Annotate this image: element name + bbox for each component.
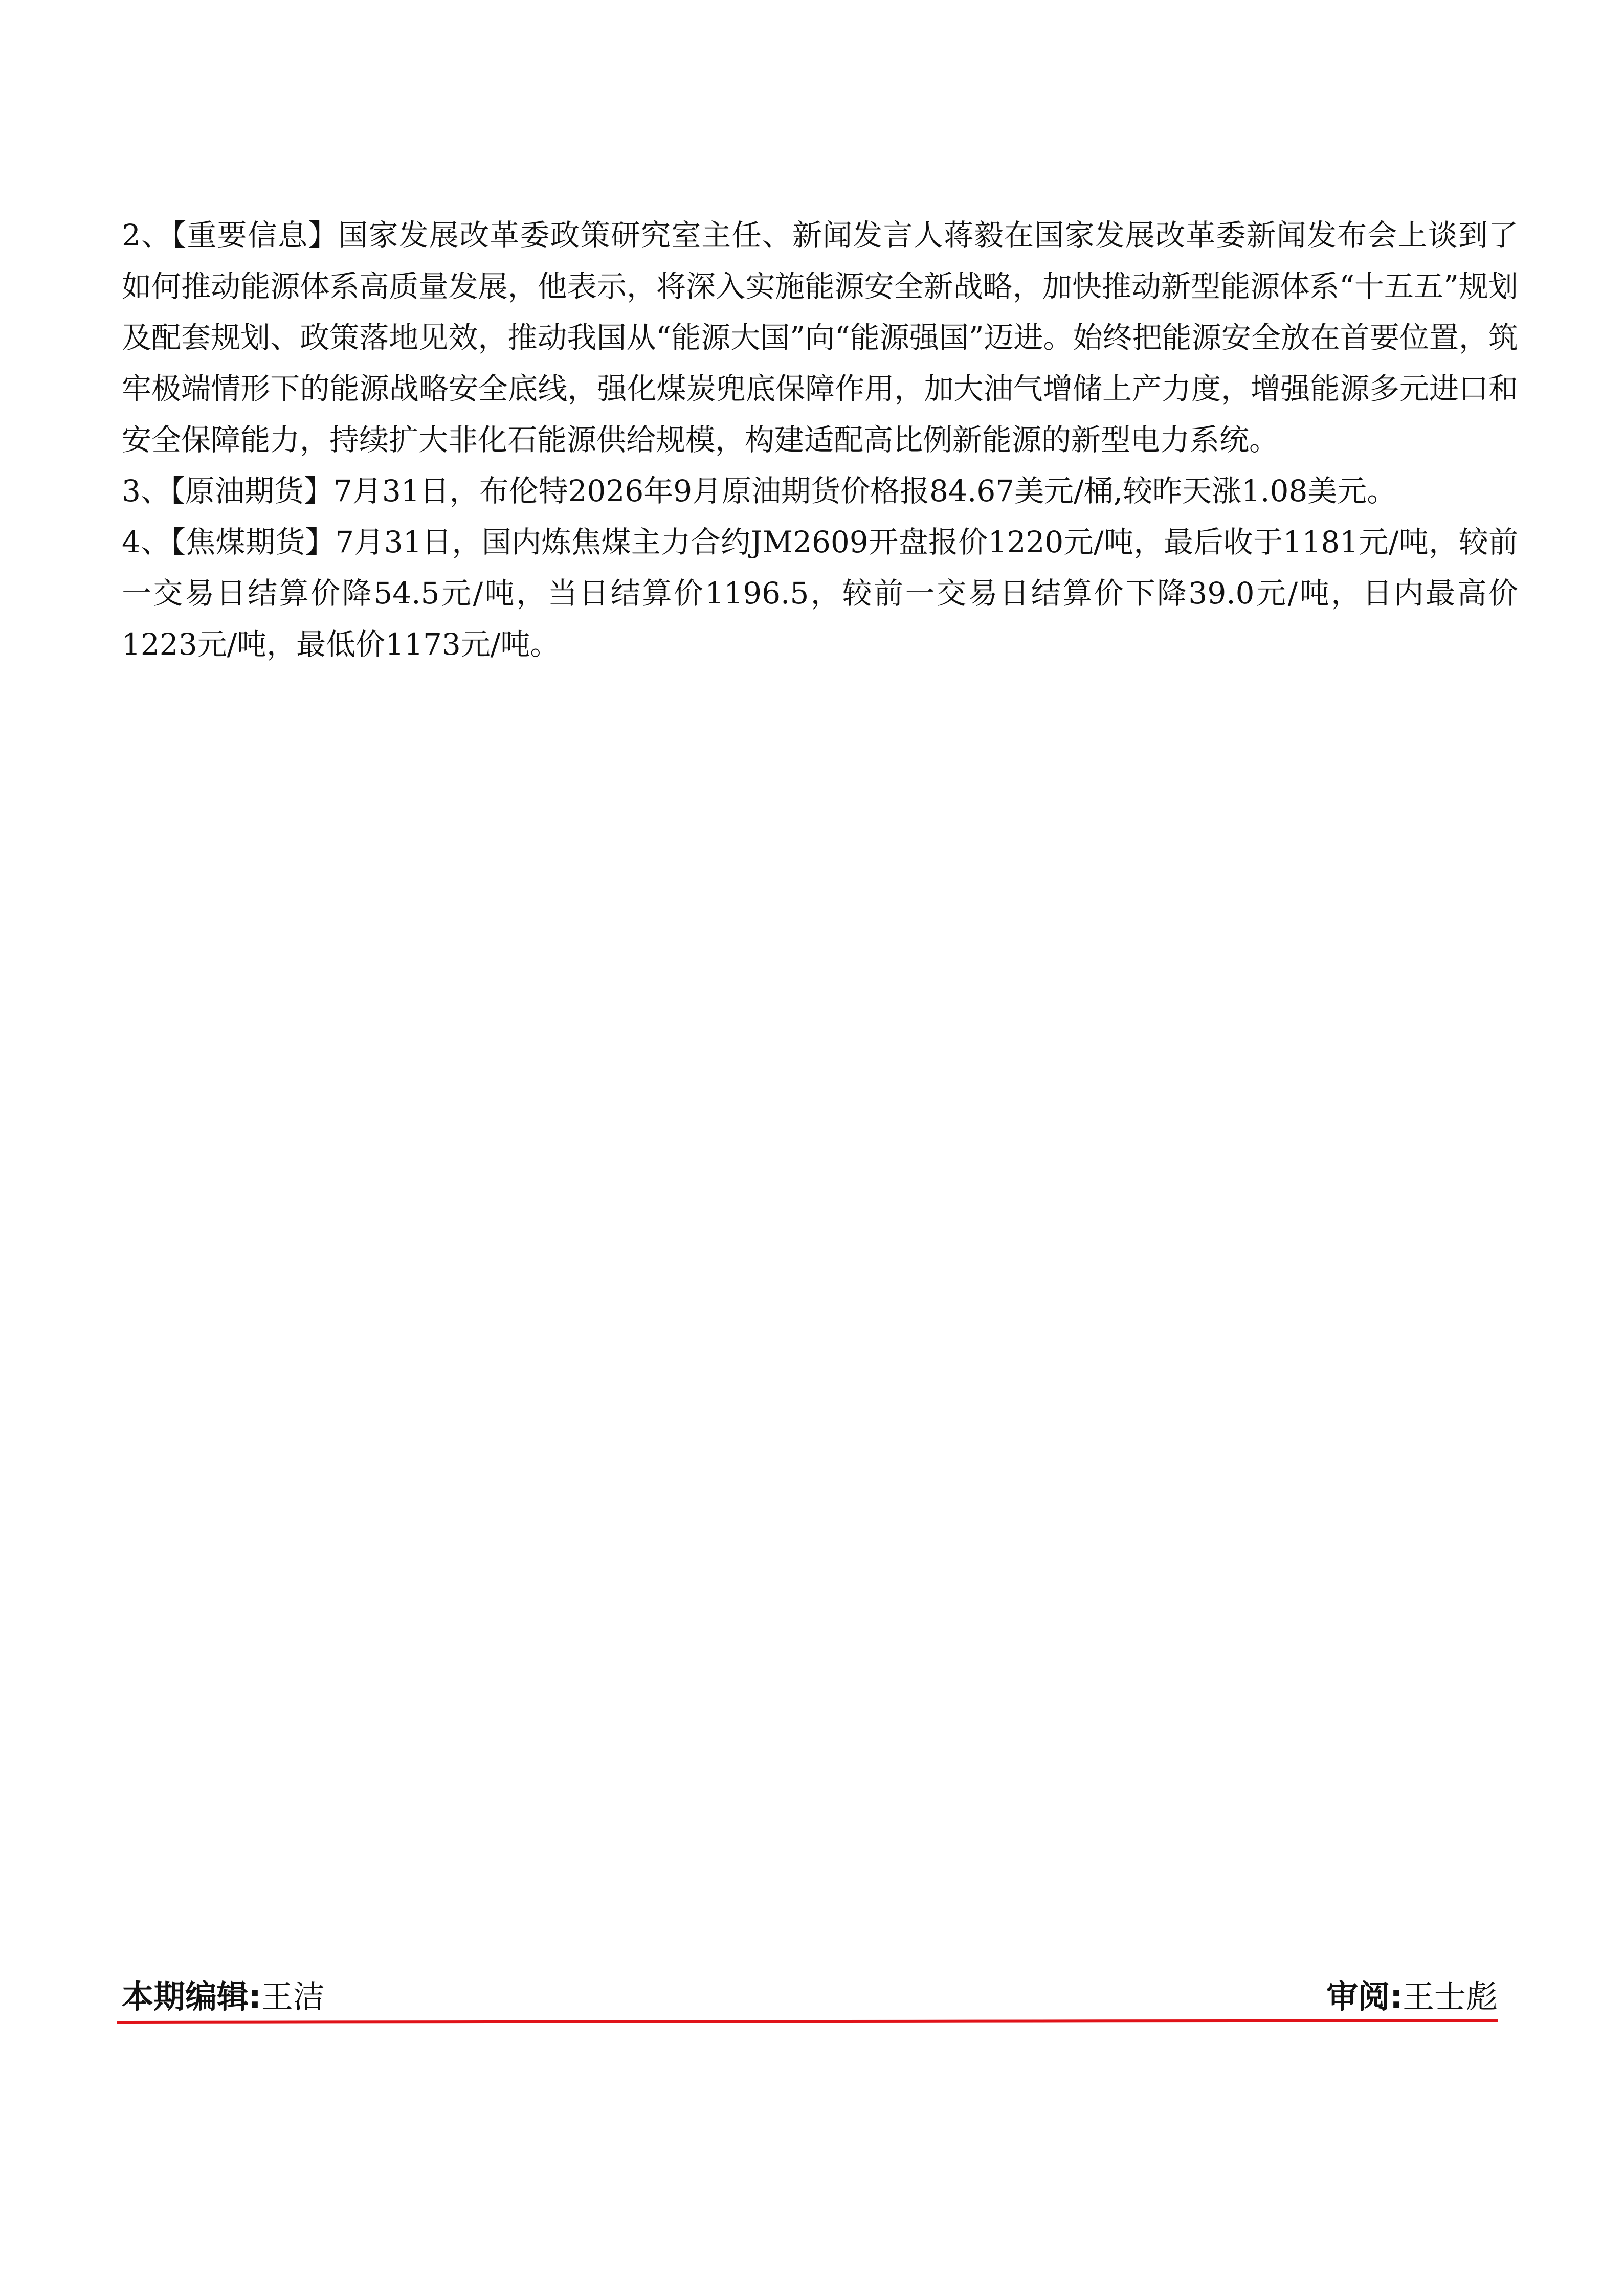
- reviewer-credit: [1326, 1971, 1498, 2017]
- item-tag: 【焦煤期货】: [170, 525, 336, 559]
- editor-credit: [122, 1971, 325, 2017]
- news-item-4: [122, 516, 1518, 670]
- item-number: 2、: [122, 218, 172, 253]
- editor-name: 王洁: [261, 1978, 325, 2015]
- news-item-2: [122, 210, 1518, 465]
- item-tag: 【原油期货】: [170, 474, 333, 508]
- footer-divider: [117, 2019, 1498, 2024]
- item-number: 3、: [122, 474, 170, 508]
- editor-label: 本期编辑:: [122, 1978, 261, 2015]
- item-number: 4、: [122, 525, 171, 559]
- news-body: [122, 210, 1518, 670]
- item-text: 国家发展改革委政策研究室主任、新闻发言人蒋毅在国家发展改革委新闻发布会上谈到了如何推动能源体系高质量发展，他表示，将深入实施能源安全新战略，加快推动新型能源体系“十五五”规划及配套规划、政策落地见效，推动我国从“能源大国”向“能源强国”迈进。始终把能源安全放在首要位置，筑牢极端情形下的能源战略安全底线，强化煤炭兜底保障作用，加大油气增储上产力度，增强能源多元进口和安全保障能力，持续扩大非化石能源供给规模，构建适配高比例新能源的新型电力系统。: [122, 218, 1518, 457]
- news-item-3: [122, 465, 1518, 516]
- item-text: 7月31日，国内炼焦煤主力合约JM2609开盘报价1220元/吨，最后收于1181元/吨，较前一交易日结算价降54.5元/吨，当日结算价1196.5，较前一交易日结算价下降39.0元/吨，日内最高价1223元/吨，最低价1173元/吨。: [122, 525, 1518, 662]
- item-text: 7月31日，布伦特2026年9月原油期货价格报84.67美元/桶,较昨天涨1.08美元。: [333, 474, 1397, 508]
- reviewer-label: 审阅:: [1326, 1978, 1403, 2015]
- item-tag: 【重要信息】: [171, 218, 339, 253]
- reviewer-name: 王士彪: [1402, 1978, 1498, 2015]
- footer: [122, 1971, 1498, 2015]
